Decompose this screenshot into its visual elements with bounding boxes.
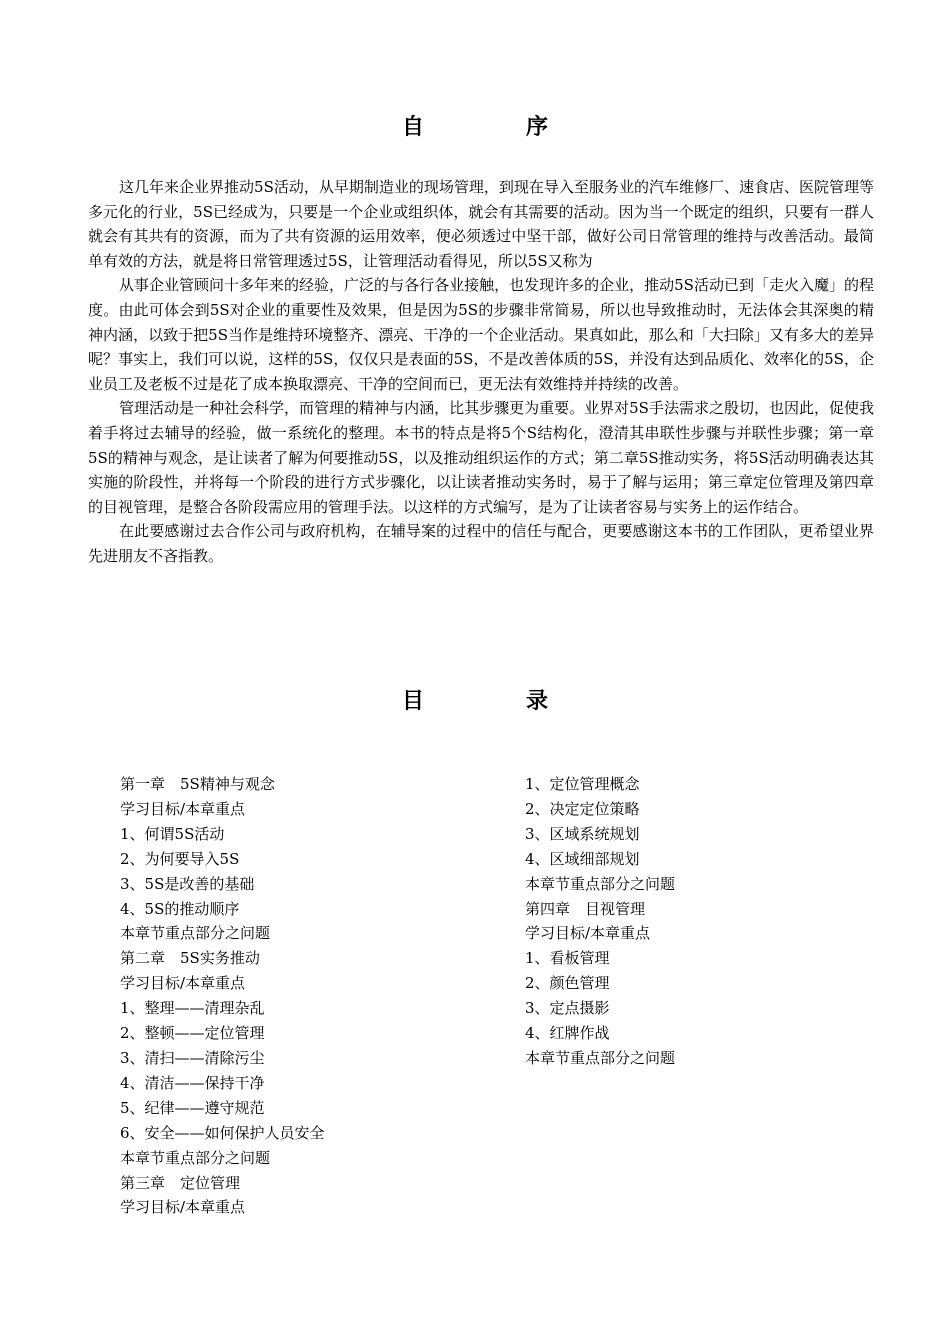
preface-paragraph: 这几年来企业界推动5S活动，从早期制造业的现场管理，到现在导入至服务业的汽车维修厂、速食店、医院管理等多元化的行业，5S已经成为，只要是一个企业或组织体，就会有其需要的活动。因为当一个既定的组织，只要有一群人就会有其共有的资源，而为了共有资源的运用效率，便必须透过中坚干部，做好公司日常管理的维持与改善活动。最简单有效的方法，就是将日常管理透过5S，让管理活动看得见，所以5S又称为 [88,178,874,270]
toc-item[interactable]: 3、定点摄影 [525,999,610,1018]
toc-item[interactable]: 1、定位管理概念 [525,775,640,793]
toc-item[interactable]: 2、决定定位策略 [525,799,640,818]
toc-item[interactable]: 1、整理——清理杂乱 [120,999,265,1018]
toc-item-chapter-1[interactable]: 第一章 5S精神与观念 [120,775,275,793]
toc-item[interactable]: 学习目标/本章重点 [120,1198,246,1217]
preface-paragraph: 在此要感谢过去合作公司与政府机构，在辅导案的过程中的信任与配合，更要感谢这本书的工作团队，更希望业界先进朋友不吝指教。 [88,522,874,565]
toc-item[interactable]: 本章节重点部分之问题 [120,1148,271,1167]
toc-item-chapter-4[interactable]: 第四章 目视管理 [525,899,646,918]
toc-item[interactable]: 1、看板管理 [525,949,610,968]
preface-title: 自 序 [401,115,588,140]
toc-item[interactable]: 4、红牌作战 [525,1024,610,1043]
toc-item-chapter-2[interactable]: 第二章 5S实务推动 [120,949,260,968]
toc-item[interactable]: 4、5S的推动顺序 [120,899,240,918]
toc-item-chapter-3[interactable]: 第三章 定位管理 [120,1173,241,1192]
toc-item[interactable]: 本章节重点部分之问题 [525,874,676,893]
toc-title: 目 录 [401,689,588,714]
toc-item[interactable]: 4、区域细部规划 [525,849,640,868]
preface-paragraph: 从事企业管顾问十多年来的经验，广泛的与各行各业接触，也发现许多的企业，推动5S活动已到「走火入魔」的程度。由此可体会到5S对企业的重要性及效果，但是因为5S的步骤非常简易，所以也导致推动时，无法体会其深奥的精神内涵，以致于把5S当作是维持环境整齐、漂亮、干净的一个企业活动。果真如此，那么和「大扫除」又有多大的差异呢？事实上，我们可以说，这样的5S，仅仅只是表面的5S，不是改善体质的5S，并没有达到品质化、效率化的5S，企业员工及老板不过是花了成本换取漂亮、干净的空间而已，更无法有效维持并持续的改善。 [88,276,874,393]
toc-item[interactable]: 3、区域系统规划 [525,824,640,843]
toc-item[interactable]: 4、清洁——保持干净 [120,1073,265,1092]
preface-paragraph: 管理活动是一种社会科学，而管理的精神与内涵，比其步骤更为重要。业界对5S手法需求之殷切，也因此，促使我着手将过去辅导的经验，做一系统化的整理。本书的特点是将5个S结构化，澄清其串联性步骤与并联性步骤；第一章5S的精神与观念，是让读者了解为何要推动5S，以及推动组织运作的方式；第二章5S推动实务，将5S活动明确表达其实施的阶段性，并将每一个阶段的进行方式步骤化，以让读者推动实务时，易于了解与运用；第三章定位管理及第四章的目视管理，是整合各阶段需应用的管理手法。以这样的方式编写，是为了让读者容易与实务上的运作结合。 [88,399,874,516]
toc-item[interactable]: 本章节重点部分之问题 [525,1048,676,1067]
toc-item[interactable]: 3、5S是改善的基础 [120,874,255,893]
toc-item[interactable]: 1、何谓5S活动 [120,824,225,843]
toc-item[interactable]: 学习目标/本章重点 [120,799,246,818]
toc-left-column [120,772,500,1220]
toc-item[interactable]: 3、清扫——清除污尘 [120,1048,265,1067]
toc-item[interactable]: 学习目标/本章重点 [120,974,246,993]
toc-item[interactable]: 2、颜色管理 [525,974,610,993]
toc-right-column [525,772,905,1071]
toc-item[interactable]: 2、整顿——定位管理 [120,1024,265,1043]
toc-item[interactable]: 6、安全——如何保护人员安全 [120,1123,325,1142]
toc-item[interactable]: 学习目标/本章重点 [525,924,651,943]
toc-item[interactable]: 本章节重点部分之问题 [120,924,271,943]
preface-body [88,175,874,569]
toc-item[interactable]: 5、纪律——遵守规范 [120,1098,265,1117]
toc-item[interactable]: 2、为何要导入5S [120,849,240,868]
